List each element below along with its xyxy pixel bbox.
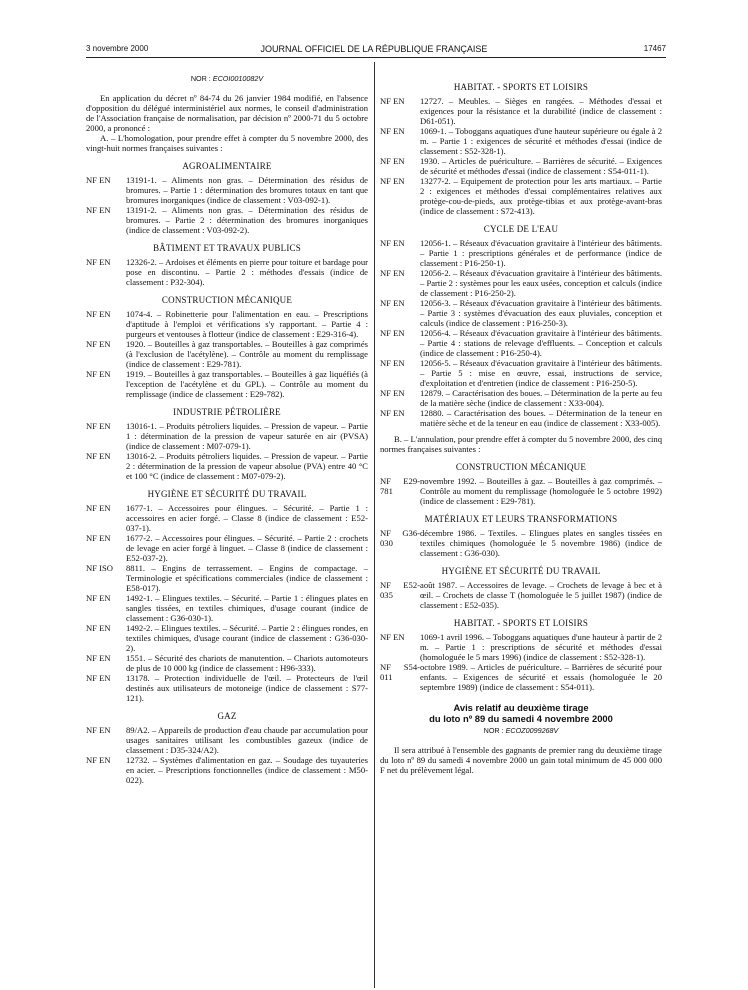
right-sections-annulation	[380, 462, 662, 692]
standard-code: NF EN	[380, 176, 405, 186]
standard-entry	[380, 408, 662, 428]
standard-code: NF EN	[86, 369, 111, 379]
standard-description: 13277-2. – Equipement de protection pour les arts martiaux. – Partie 2 : exigences et méthodes d'essai complémentaires relatives aux protège-cou-de-pieds, aux protège-tibias et aux protège-avant-bras (indice de classement : S72-413).	[420, 176, 662, 216]
standard-code: NF EN	[380, 388, 405, 398]
header-date: 3 novembre 2000	[86, 44, 149, 53]
standard-entry	[86, 421, 368, 451]
standard-code: NF EN	[380, 408, 405, 418]
standard-code: NF EN	[380, 156, 405, 166]
standard-description: 12056-1. – Réseaux d'évacuation gravitaire à l'intérieur des bâtiments. – Partie 1 : prescriptions générales et de performance (indice de classement : P16-250-1).	[420, 238, 662, 268]
standard-code: NF EN	[380, 126, 405, 136]
standard-entry	[380, 388, 662, 408]
standard-description: 1551. – Sécurité des chariots de manutention. – Chariots automoteurs de plus de 10 000 kg (indice de classement : H96-333).	[126, 653, 368, 673]
standard-description: 1492-2. – Elingues textiles. – Sécurité. – Partie 2 : élingues rondes, en textiles chimiques, d'usage courant (indice de classement : G36-030-2).	[126, 623, 368, 653]
intro-paragraph: En application du décret nº 84-74 du 26 janvier 1984 modifié, en l'absence d'opposition du délégué interministériel aux normes, le conseil d'administration de l'Association française de normalisation, par décision nº 2000-71 du 5 octobre 2000, a prononcé :	[86, 93, 368, 133]
standard-entry	[380, 238, 662, 268]
standard-code: NF EN	[380, 238, 405, 248]
standard-entry	[380, 126, 662, 156]
standard-description: 1492-1. – Elingues textiles. – Sécurité. – Partie 1 : élingues plates en sangles tissées, en textiles chimiques, d'usage courant (indice de classement : G36-030-1).	[126, 593, 368, 623]
section-heading: CONSTRUCTION MÉCANIQUE	[455, 462, 587, 472]
standard-entry	[380, 298, 662, 328]
standard-entry	[86, 175, 368, 205]
standard-entry	[380, 358, 662, 388]
nor-code: ECOI0010082V	[212, 74, 264, 83]
standard-description: 12056-2. – Réseaux d'évacuation gravitaire à l'intérieur des bâtiments. – Partie 2 : systèmes pour les eaux usées, conception et calculs (indice de classement : P16-250-2).	[420, 268, 662, 298]
standard-entry	[86, 673, 368, 703]
standard-code: NF E52-035	[380, 580, 420, 600]
column-divider	[374, 62, 375, 988]
standard-description: 1074-4. – Robinetterie pour l'alimentation en eau. – Prescriptions d'aptitude à l'emploi et vérifications s'y rapportant. – Partie 4 : purgeurs et ventouses à flotteur (indice de classement : E29-316-4).	[126, 309, 368, 339]
standard-entry	[380, 156, 662, 176]
standard-code: NF EN	[86, 205, 111, 215]
standard-description: 1930. – Articles de puériculture. – Barrières de sécurité. – Exigences de sécurité et méthodes d'essai (indice de classement : S54-011-1).	[420, 156, 662, 176]
standard-description: 89/A2. – Appareils de production d'eau chaude par accumulation pour usages sanitaires utilisant les combustibles gazeux (indice de classement : D35-324/A2).	[126, 725, 368, 755]
standard-description: 12056-5. – Réseaux d'évacuation gravitaire à l'intérieur des bâtiments. – Partie 5 : mise en œuvre, essai, instructions de service, d'exploitation et d'entretien (indice de classement : P16-250-5).	[420, 358, 662, 388]
standard-entry	[380, 662, 662, 692]
standard-entry	[380, 328, 662, 358]
standard-code: NF EN	[86, 755, 111, 765]
section-heading: BÂTIMENT ET TRAVAUX PUBLICS	[153, 243, 301, 253]
header-journal-title: JOURNAL OFFICIEL DE LA RÉPUBLIQUE FRANÇAISE	[260, 44, 488, 54]
right-sections-homologation	[380, 82, 662, 428]
point-a-paragraph: A. – L'homologation, pour prendre effet à compter du 5 novembre 2000, des vingt-huit normes françaises suivantes :	[86, 133, 368, 153]
section-heading: HABITAT. - SPORTS ET LOISIRS	[453, 618, 589, 628]
section-heading: HYGIÈNE ET SÉCURITÉ DU TRAVAIL	[441, 566, 601, 576]
standard-entry	[86, 725, 368, 755]
standard-code: NF ISO	[86, 563, 113, 573]
standard-description: 13191-2. – Aliments non gras. – Détermination des résidus de bromures. – Partie 2 : détermination des bromures inorganiques (indice de classement : V03-092-2).	[126, 205, 368, 235]
left-column	[86, 74, 368, 785]
standard-entry	[86, 755, 368, 785]
standard-entry	[86, 503, 368, 533]
nor-reference	[86, 74, 368, 84]
standard-description: décembre 1986. – Textiles. – Elingues plates en sangles tissées en textiles chimiques (homologuée le 5 novembre 1986) (indice de classement : G36-030).	[420, 528, 662, 558]
standard-description: 12056-4. – Réseaux d'évacuation gravitaire à l'intérieur des bâtiments. – Partie 4 : stations de relevage d'effluents. – Conception et calculs (indice de classement : P16-250-4).	[420, 328, 662, 358]
avis-nor-reference	[380, 726, 662, 736]
standard-description: 12056-3. – Réseaux d'évacuation gravitaire à l'intérieur des bâtiments. – Partie 3 : systèmes d'évacuation des eaux pluviales, conception et calculs (indice de classement : P16-250-3).	[420, 298, 662, 328]
standard-description: 1677-1. – Accessoires pour élingues. – Sécurité. – Partie 1 : accessoires en acier forgé. – Classe 8 (indice de classement : E52-037-1).	[126, 503, 368, 533]
standard-description: 12880. – Caractérisation des boues. – Détermination de la teneur en matière sèche et de la teneur en eau (indice de classement : X33-005).	[420, 408, 662, 428]
standard-entry	[86, 563, 368, 593]
standard-description: 1920. – Bouteilles à gaz transportables. – Bouteilles à gaz comprimés (à l'exclusion de l'acétylène). – Contrôle au moment du remplissage (indice de classement : E29-781).	[126, 339, 368, 369]
standard-description: 1919. – Bouteilles à gaz transportables. – Bouteilles à gaz liquéfiés (à l'exception de l'acétylène et du GPL). – Contrôle au moment du remplissage (indice de classement : E29-782).	[126, 369, 368, 399]
standard-description: 1069-1 avril 1996. – Toboggans aquatiques d'une hauteur à partir de 2 m. – Partie 1 : prescriptions de sécurité et méthodes d'essai (homologuée le 5 mars 1996) (indice de classement : S52-328-1).	[420, 632, 662, 662]
standard-entry	[86, 257, 368, 287]
right-column	[380, 74, 662, 775]
section-heading: MATÉRIAUX ET LEURS TRANSFORMATIONS	[424, 514, 618, 524]
avis-nor-code: ECOZ0099268V	[505, 726, 559, 735]
standard-entry	[86, 369, 368, 399]
standard-code: NF EN	[86, 175, 111, 185]
standard-description: octobre 1989. – Articles de puériculture. – Barrières de sécurité pour enfants. – Exigences de sécurité et essais (homologuée le 20 septembre 1989) (indice de classement : S54-011).	[420, 662, 662, 692]
standard-description: 12879. – Caractérisation des boues. – Détermination de la perte au feu de la matière sèche (indice de classement : X33-004).	[420, 388, 662, 408]
avis-paragraph: Il sera attribué à l'ensemble des gagnants de premier rang du deuxième tirage du loto nº 89 du samedi 4 novembre 2000 un gain total minimum de 45 000 000 F net du prélèvement légal.	[380, 745, 662, 775]
standard-code: NF EN	[86, 503, 111, 513]
standard-entry	[86, 451, 368, 481]
section-heading: CONSTRUCTION MÉCANIQUE	[161, 295, 293, 305]
left-sections	[86, 161, 368, 785]
standard-code: NF EN	[86, 533, 111, 543]
standard-code: NF EN	[86, 451, 111, 461]
nor-label: NOR :	[190, 74, 211, 83]
standard-code: NF E29-781	[380, 476, 420, 496]
section-heading: CYCLE DE L'EAU	[483, 224, 559, 234]
standard-description: 8811. – Engins de terrassement. – Engins de compactage. – Terminologie et spécifications commerciales (indice de classement : E58-017).	[126, 563, 368, 593]
standard-description: 13191-1. – Aliments non gras. – Détermination des résidus de bromures. – Partie 1 : détermination des bromures totaux en tant que bromures inorganiques (indice de classement : V03-092-1).	[126, 175, 368, 205]
standard-description: 12727. – Meubles. – Sièges en rangées. – Méthodes d'essai et exigences pour la résistance et la durabilité (indice de classement : D61-051).	[420, 96, 662, 126]
standard-entry	[380, 580, 662, 610]
standard-entry	[380, 528, 662, 558]
avis-nor-label: NOR :	[483, 726, 504, 735]
standard-code: NF EN	[86, 339, 111, 349]
avis-title	[380, 702, 662, 724]
standard-description: 1677-2. – Accessoires pour élingues. – Sécurité. – Partie 2 : crochets de levage en acier forgé à linguet. – Classe 8 (indice de classement : E52-037-2).	[126, 533, 368, 563]
standard-code: NF EN	[380, 632, 405, 642]
standard-code: NF EN	[86, 593, 111, 603]
standard-entry	[86, 205, 368, 235]
standard-description: novembre 1992. – Bouteilles à gaz. – Bouteilles à gaz comprimés. – Contrôle au moment du remplissage (homologuée le 5 octobre 1992) (indice de classement : E29-781).	[420, 476, 662, 506]
standard-code: NF EN	[86, 673, 111, 683]
standard-code: NF EN	[86, 725, 111, 735]
section-heading: HYGIÈNE ET SÉCURITÉ DU TRAVAIL	[147, 489, 307, 499]
avis-title-line1: Avis relatif au deuxième tirage	[453, 702, 589, 713]
standard-entry	[380, 632, 662, 662]
standard-code: NF EN	[380, 96, 405, 106]
standard-code: NF EN	[86, 309, 111, 319]
running-header	[0, 44, 748, 56]
section-heading: GAZ	[217, 711, 237, 721]
avis-title-line2: du loto nº 89 du samedi 4 novembre 2000	[429, 713, 613, 724]
standard-description: 13178. – Protection individuelle de l'œil. – Protecteurs de l'œil destinés aux utilisateurs de motoneige (indice de classement : S77-121).	[126, 673, 368, 703]
standard-code: NF EN	[86, 623, 111, 633]
standard-entry	[86, 593, 368, 623]
standard-code: NF EN	[380, 268, 405, 278]
standard-code: NF EN	[380, 358, 405, 368]
standard-code: NF EN	[380, 328, 405, 338]
standard-description: 13016-1. – Produits pétroliers liquides. – Pression de vapeur. – Partie 1 : détermination de la pression de vapeur saturée en air (PVSA) (indice de classement : M07-079-1).	[126, 421, 368, 451]
standard-entry	[380, 268, 662, 298]
standard-code: NF EN	[86, 653, 111, 663]
standard-description: août 1987. – Accessoires de levage. – Crochets de levage à bec et à œil. – Crochets de classe T (homologuée le 5 juillet 1987) (indice de classement : E52-035).	[420, 580, 662, 610]
header-rule	[86, 57, 666, 58]
standard-entry	[380, 176, 662, 216]
standard-entry	[380, 96, 662, 126]
standard-entry	[380, 476, 662, 506]
standard-description: 12732. – Systèmes d'alimentation en gaz. – Soudage des tuyauteries en acier. – Prescriptions fonctionnelles (indice de classement : M50-022).	[126, 755, 368, 785]
standard-entry	[86, 339, 368, 369]
standard-description: 12326-2. – Ardoises et éléments en pierre pour toiture et bardage pour pose en discontinu. – Partie 2 : méthodes d'essais (indice de classement : P32-304).	[126, 257, 368, 287]
section-heading: INDUSTRIE PÉTROLIÈRE	[173, 407, 281, 417]
standard-code: NF EN	[86, 421, 111, 431]
section-heading: HABITAT. - SPORTS ET LOISIRS	[453, 82, 589, 92]
standard-entry	[86, 309, 368, 339]
standard-code: NF EN	[86, 257, 111, 267]
header-page-number: 17467	[643, 44, 666, 53]
standard-code: NF G36-030	[380, 528, 420, 548]
standard-description: 1069-1. – Toboggans aquatiques d'une hauteur supérieure ou égale à 2 m. – Partie 1 : exigences de sécurité et méthodes d'essai (indice de classement : S52-328-1).	[420, 126, 662, 156]
point-b-paragraph: B. – L'annulation, pour prendre effet à compter du 5 novembre 2000, des cinq normes françaises suivantes :	[380, 434, 662, 454]
standard-entry	[86, 533, 368, 563]
section-heading: AGROALIMENTAIRE	[182, 161, 272, 171]
standard-description: 13016-2. – Produits pétroliers liquides. – Pression de vapeur. – Partie 2 : détermination de la pression de vapeur absolue (PVA) entre 40 °C et 100 °C (indice de classement : M07-079-2).	[126, 451, 368, 481]
standard-entry	[86, 623, 368, 653]
standard-code: NF S54-011	[380, 662, 420, 682]
standard-code: NF EN	[380, 298, 405, 308]
standard-entry	[86, 653, 368, 673]
